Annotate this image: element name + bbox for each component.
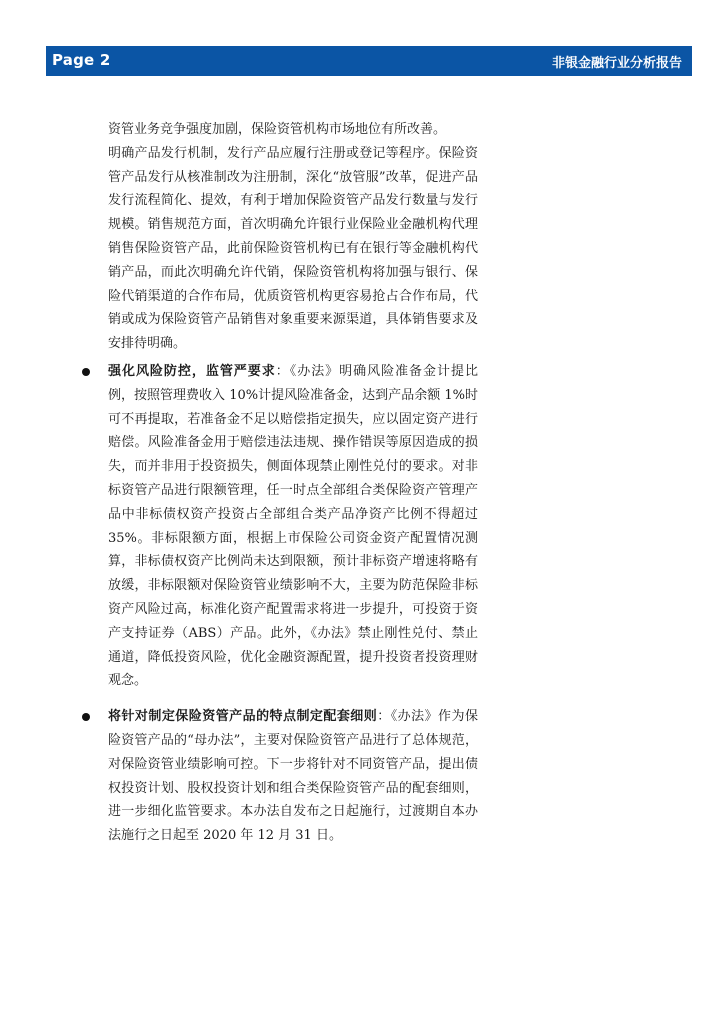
bullet-dot-icon: [82, 368, 90, 376]
bullet-separator: ：: [377, 709, 391, 725]
bullet-item-supporting-rules: [108, 705, 478, 848]
page-header-bar: [46, 46, 692, 76]
bullet-lead: 将针对制定保险资管产品的特点制定配套细则: [108, 709, 378, 725]
bullet-separator: ：: [275, 363, 290, 379]
intro-paragraph: 资管业务竞争强度加剧，保险资管机构市场地位有所改善。: [108, 122, 447, 137]
document-body: [108, 118, 478, 848]
bullet-dot-icon: [82, 713, 90, 721]
bullet-lead: 强化风险防控，监管严要求: [108, 363, 276, 379]
issuance-paragraph: 明确产品发行机制，发行产品应履行注册或登记等程序。保险资管产品发行从核准制改为注册制，深化“放管服”改革，促进产品发行流程简化、提效，有利于增加保险资管产品发行数量与发行规模。销售规范方面，首次明确允许银行业保险业金融机构代理销售保险资管产品，此前保险资管机构已有在银行等金融机构代销产品，而此次明确允许代销，保险资管机构将加强与银行、保险代销渠道的合作布局，优质资管机构更容易抢占合作布局，代销或成为保险资管产品销售对象重要来源渠道，具体销售要求及安排待明确。: [108, 145, 478, 352]
page-number: Page 2: [52, 51, 111, 69]
bullet-item-risk-control: [108, 360, 478, 693]
bullet-text: 《办法》作为保险资管产品的“母办法”，主要对保险资管产品进行了总体规范，对保险资管业绩影响可控。下一步将针对不同资管产品，提出债权投资计划、股权投资计划和组合类保险资管产品的配套细则，进一步细化监管要求。本办法自发布之日起施行，过渡期自本办法施行之日起至 2020 年 12 月 31 日。: [108, 709, 478, 844]
report-title: 非银金融行业分析报告: [551, 56, 682, 71]
bullet-text: 《办法》明确风险准备金计提比例，按照管理费收入 10%计提风险准备金，达到产品余额 1%时可不再提取，若准备金不足以赔偿指定损失，应以固定资产进行赔偿。风险准备金用于赔偿违法违规、操作错误等原因造成的损失，而并非用于投资损失，侧面体现禁止刚性兑付的要求。对非标资管产品进行限额管理，任一时点全部组合类保险资产管理产品中非标债权资产投资占全部组合类产品净资产比例不得超过 35%。非标限额方面，根据上市保险公司资金资产配置情况测算，非标债权资产比例尚未达到限额，预计非标资产增速将略有放缓，非标限额对保险资管业绩影响不大，主要为防范保险非标资产风险过高，标准化资产配置需求将进一步提升，可投资于资产支持证券（ABS）产品。此外，《办法》禁止刚性兑付、禁止通道，降低投资风险，优化金融资源配置，提升投资者投资理财观念。: [108, 363, 478, 689]
